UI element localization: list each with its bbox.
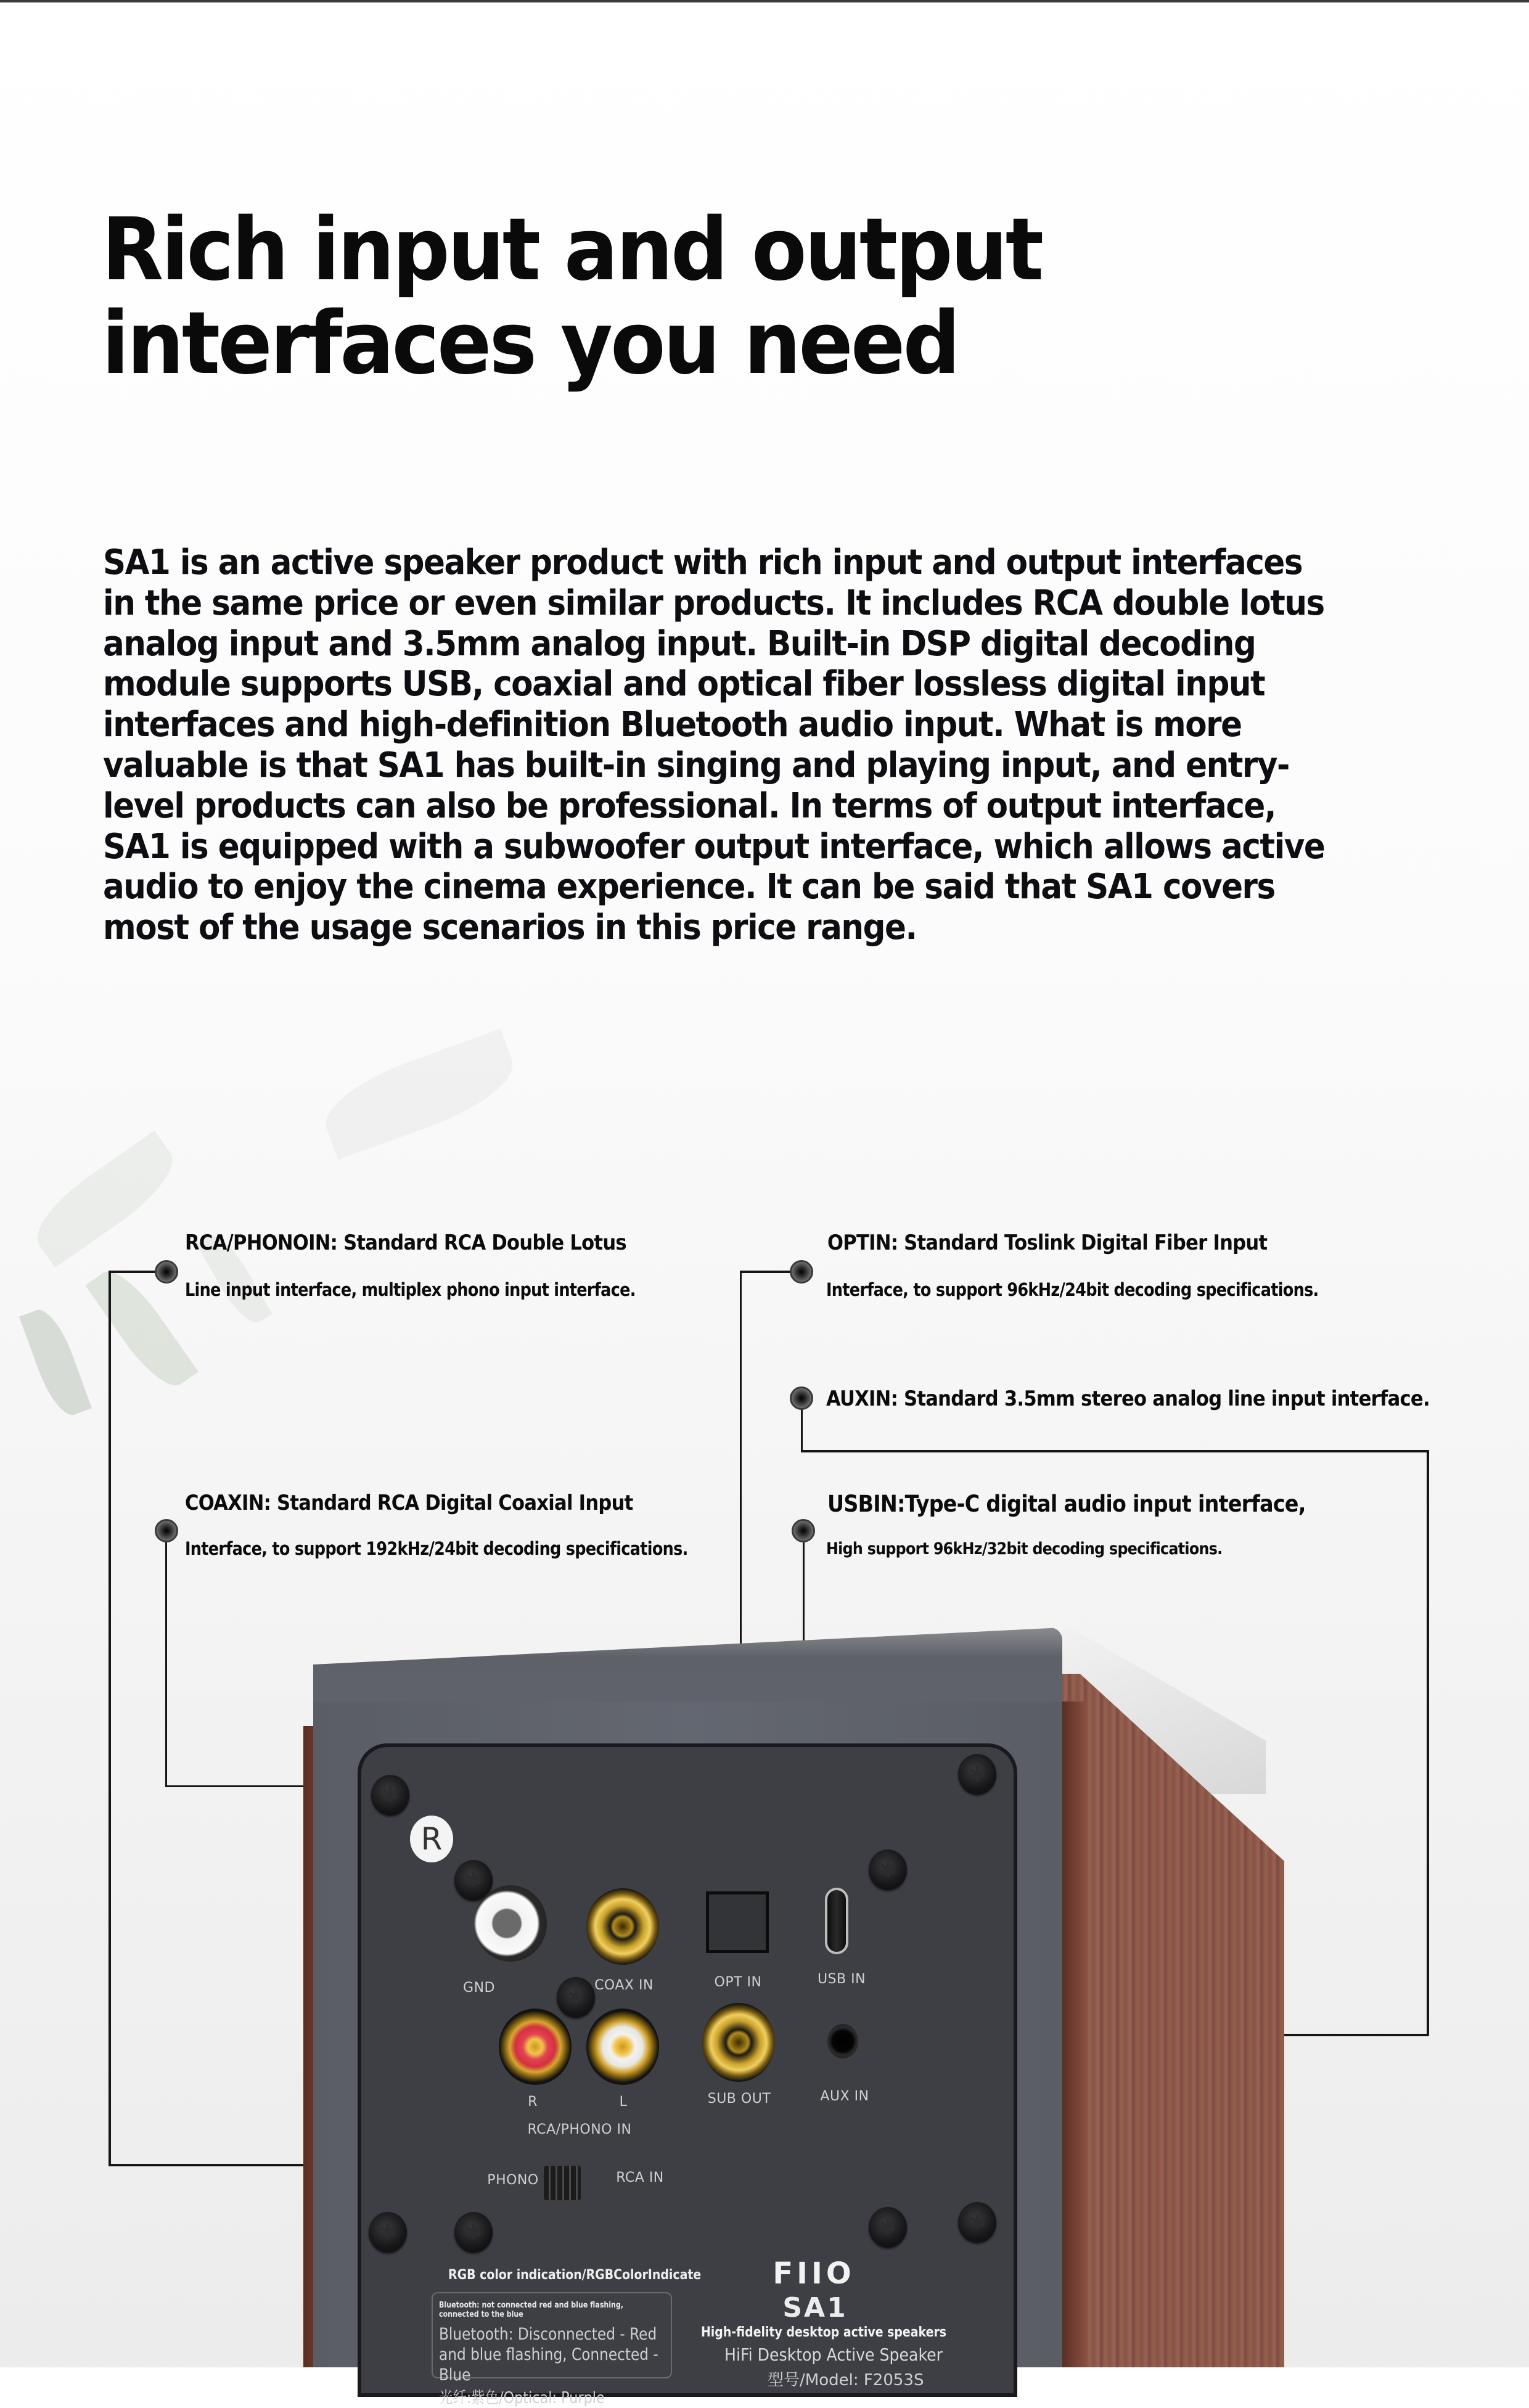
leaf-decoration [23,1131,187,1268]
opt-in-label: OPT IN [714,1975,762,1990]
rca-connector-line [109,1271,111,2166]
product-tagline: High-fidelity desktop active speakers [700,2325,947,2340]
screw-icon: ✱ [369,2212,407,2253]
rca-callout-title: RCA/PHONOIN: Standard RCA Double Lotus [185,1231,626,1255]
intro-paragraph: SA1 is an active speaker product with rich input and output interfaces in the same price or even similar products. It includes RCA double lotus analog input and 3.5mm analog input. Built-in DSP digital decoding module supports USB, coaxial and optical fiber lossless digital input interfaces and high-definition Bluetooth audio input. What is more valuable is that SA1 has built-in singing and playing input, and entry-level products can also be professional. In terms of output interface, SA1 is equipped with a subwoofer output interface, which allows active audio to enjoy the cinema experience. It can be said that SA1 covers most of the usage scenarios in this price range. [103,543,1325,948]
coax-callout-marker [155,1519,178,1542]
leaf-decoration [315,1029,523,1160]
channel-badge: R [410,1816,453,1862]
page-title-line-1: Rich input and output [102,200,1042,300]
aux-callout-title: AUXIN: Standard 3.5mm stereo analog line input interface. [826,1386,1430,1411]
coax-in-port [586,1888,659,1965]
rgb-indicator-note: Bluetooth: not connected red and blue flashing, connected to the blue [439,2301,624,2319]
aux-in-port [827,2024,858,2058]
screw-icon: ✱ [454,2212,493,2253]
model-name: SA1 [782,2292,848,2324]
product-subline: HiFi Desktop Active Speaker [724,2345,943,2365]
opt-callout-marker [790,1260,813,1284]
sub-out-label: SUB OUT [707,2091,771,2107]
gnd-terminal [474,1885,547,1962]
speaker-cabinet-top-edge [313,1628,1062,1702]
aux-connector-line [1427,1450,1429,2036]
l-label: L [619,2094,628,2110]
leaf-decoration [19,1304,92,1421]
usb-callout-marker [792,1519,815,1542]
opt-in-port [706,1891,769,1953]
rca-l-port [586,2009,659,2085]
usb-callout-title: USBIN:Type-C digital audio input interface, [827,1491,1306,1517]
brand-logo: FIIO [773,2256,855,2291]
rgb-indicator-box [432,2292,672,2407]
screw-icon: ✱ [557,1977,595,2018]
gnd-label: GND [463,1980,495,1996]
sub-out-port [702,2003,775,2082]
rca-phono-switch [544,2166,581,2200]
aux-connector-line [801,1450,1429,1452]
coax-callout-desc: Interface, to support 192kHz/24bit decoding specifications. [185,1538,688,1559]
rca-r-port [499,2009,572,2085]
r-label: R [528,2094,538,2110]
screw-icon: ✱ [958,1754,996,1795]
screw-icon: ✱ [454,1860,493,1901]
usb-callout-desc: High support 96kHz/32bit decoding specifications. [826,1539,1223,1558]
rgb-optical-line: 光纤:紫色/Optical: Purple [439,2389,605,2407]
top-rule [0,0,1529,2]
opt-callout-title: OPTIN: Standard Toslink Digital Fiber Input [827,1231,1268,1255]
screw-icon: ✱ [869,2207,907,2248]
rca-callout-desc: Line input interface, multiplex phono input interface. [185,1279,636,1300]
model-number: 型号/Model: F2053S [768,2371,924,2390]
speaker-wood-edge [1062,1702,1087,2367]
coax-callout-title: COAXIN: Standard RCA Digital Coaxial Input [185,1491,633,1515]
rgb-indicator-title: RGB color indication/RGBColorIndicate [448,2267,702,2283]
usb-in-port [825,1888,848,1954]
page-title-line-2: interfaces you need [102,293,959,394]
leaf-decoration [85,1261,199,1396]
rca-phono-in-label: RCA/PHONO IN [527,2122,632,2137]
rca-callout-marker [155,1260,178,1284]
page-title [102,200,1042,394]
rgb-indicator-text: Bluetooth: Disconnected - Red and blue flashing, Connected - Blue [439,2325,658,2385]
screw-icon: ✱ [869,1849,907,1890]
usb-in-label: USB IN [817,1972,866,1987]
coax-in-label: COAX IN [594,1978,654,1993]
rca-in-label: RCA IN [616,2170,664,2185]
screw-icon: ✱ [371,1775,409,1816]
phono-label: PHONO [487,2173,539,2188]
opt-callout-desc: Interface, to support 96kHz/24bit decoding specifications. [826,1279,1319,1300]
coax-connector-line [165,1531,167,1787]
aux-in-label: AUX IN [820,2089,869,2104]
aux-callout-marker [790,1386,813,1410]
screw-icon: ✱ [958,2202,996,2243]
